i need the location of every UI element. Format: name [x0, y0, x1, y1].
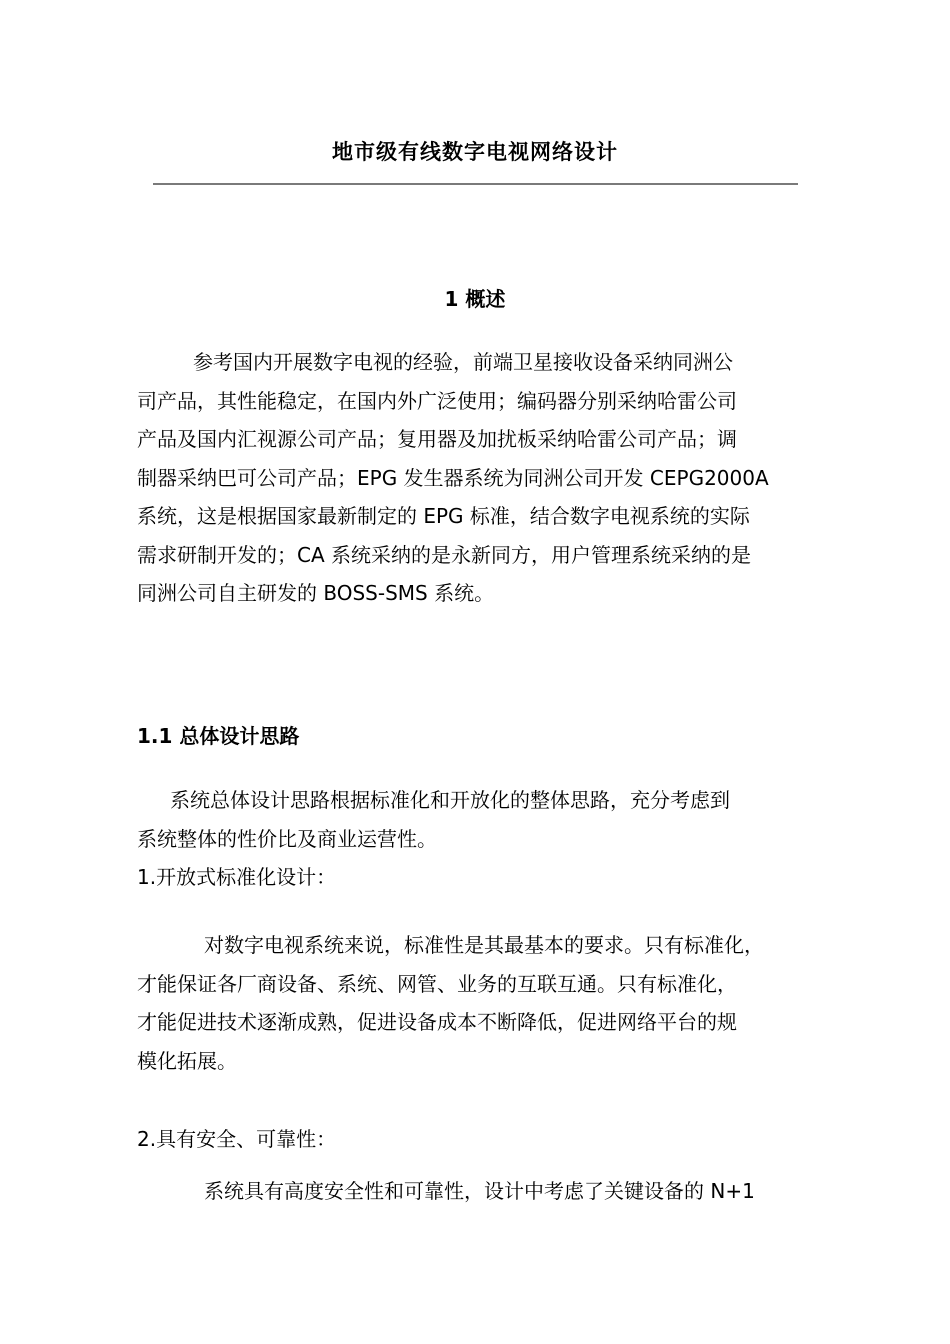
item-label-security-reliability: 2.具有安全、可靠性： [137, 1127, 337, 1151]
section-heading-overview: 1 概述 [444, 287, 506, 311]
paragraph-line: 对数字电视系统来说，标准性是其最基本的要求。只有标准化， [204, 933, 764, 957]
paragraph-line: 同洲公司自主研发的 BOSS-SMS 系统。 [137, 581, 495, 605]
paragraph-line: 参考国内开展数字电视的经验，前端卫星接收设备采纳同洲公 [193, 350, 733, 374]
paragraph-line: 系统具有高度安全性和可靠性，设计中考虑了关键设备的 N+1 [204, 1179, 755, 1203]
paragraph-line: 需求研制开发的；CA 系统采纳的是永新同方，用户管理系统采纳的是 [137, 542, 752, 567]
paragraph-line: 产品及国内汇视源公司产品；复用器及加扰板采纳哈雷公司产品；调 [137, 427, 737, 451]
subsection-heading-design-approach: 1.1 总体设计思路 [137, 724, 300, 748]
overview-paragraph [137, 343, 827, 613]
title-divider [153, 183, 798, 185]
paragraph-line: 系统总体设计思路根据标准化和开放化的整体思路，充分考虑到 [170, 788, 730, 812]
item-label-open-standard: 1.开放式标准化设计： [137, 865, 337, 889]
paragraph-line: 系统整体的性价比及商业运营性。 [137, 826, 437, 851]
security-reliability-paragraph [137, 1172, 827, 1211]
paragraph-line: 才能促进技术逐渐成熟，促进设备成本不断降低，促进网络平台的规 [137, 1010, 737, 1034]
document-title: 地市级有线数字电视网络设计 [332, 140, 618, 164]
design-intro-paragraph [137, 781, 827, 858]
paragraph-line: 系统，这是根据国家最新制定的 EPG 标准，结合数字电视系统的实际 [137, 504, 750, 528]
paragraph-line: 模化拓展。 [137, 1048, 237, 1073]
paragraph-line: 司产品，其性能稳定，在国内外广泛使用；编码器分别采纳哈雷公司 [137, 388, 737, 413]
paragraph-line: 制器采纳巴可公司产品；EPG 发生器系统为同洲公司开发 CEPG2000A [137, 465, 769, 490]
paragraph-line: 才能保证各厂商设备、系统、网管、业务的互联互通。只有标准化， [137, 971, 737, 996]
open-standard-paragraph [137, 926, 827, 1080]
